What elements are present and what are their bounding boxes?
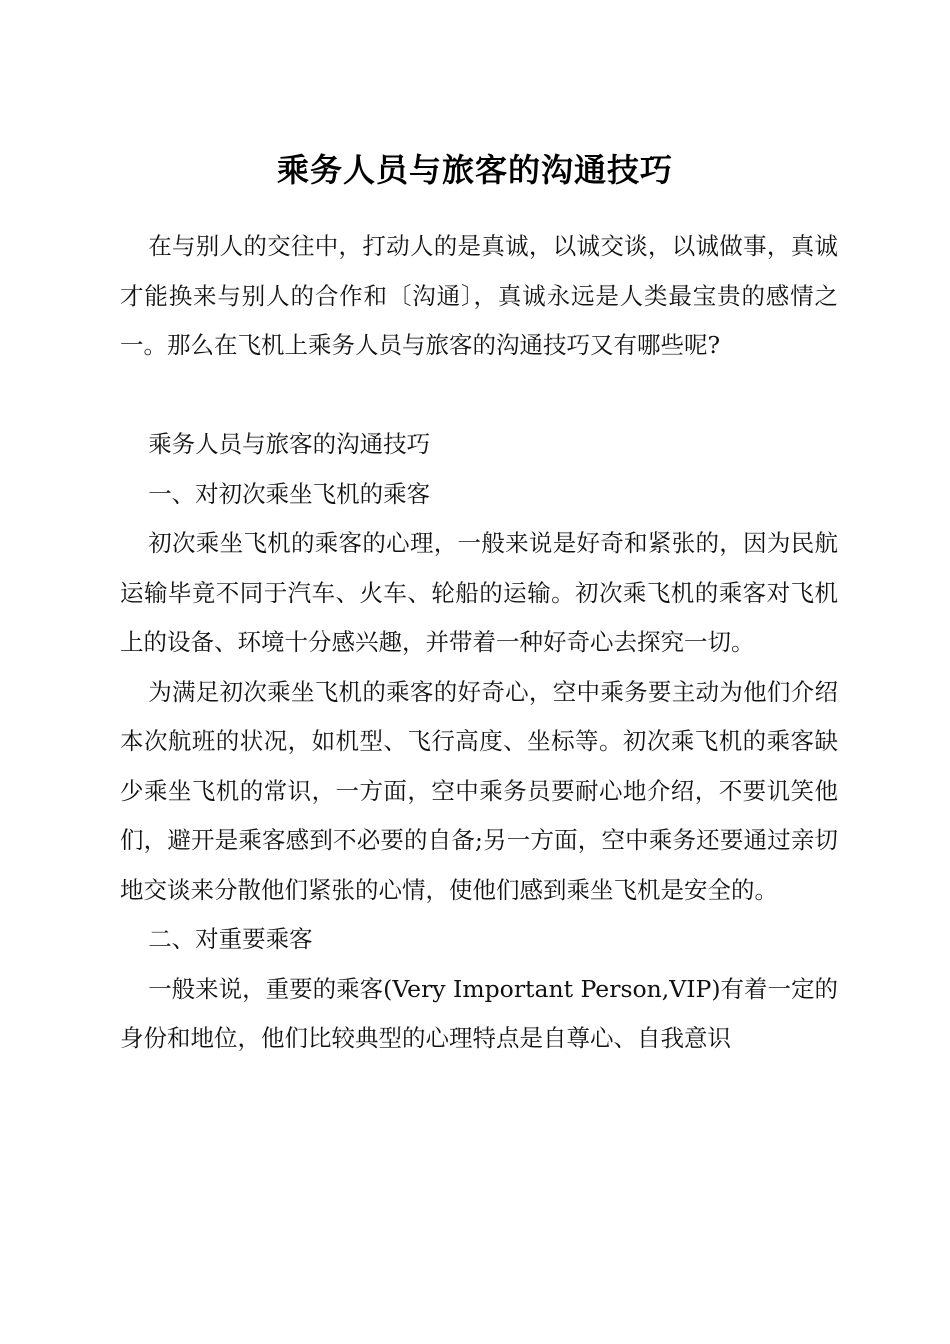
section1-paragraph-2: 为满足初次乘坐飞机的乘客的好奇心，空中乘务要主动为他们介绍本次航班的状况，如机型、飞行高度、坐标等。初次乘飞机的乘客缺少乘坐飞机的常识，一方面，空中乘务员要耐心地介绍，不要讥笑他们，避开是乘客感到不必要的自备;另一方面，空中乘务还要通过亲切地交谈来分散他们紧张的心情，使他们感到乘坐飞机是安全的。 xyxy=(120,677,838,904)
paragraph-gap xyxy=(120,371,838,421)
section1-paragraph-1: 初次乘坐飞机的乘客的心理，一般来说是好奇和紧张的，因为民航运输毕竟不同于汽车、火车、轮船的运输。初次乘飞机的乘客对飞机上的设备、环境十分感兴趣，并带着一种好奇心去探究一切。 xyxy=(120,529,838,656)
document-body xyxy=(120,222,838,1064)
intro-paragraph: 在与别人的交往中，打动人的是真诚，以诚交谈，以诚做事，真诚才能换来与别人的合作和〔沟通〕，真诚永远是人类最宝贵的感情之一。那么在飞机上乘务人员与旅客的沟通技巧又有哪些呢? xyxy=(120,232,838,359)
section1-heading: 一、对初次乘坐飞机的乘客 xyxy=(148,479,431,508)
section2-paragraph-1: 一般来说，重要的乘客(Very Important Person,VIP)有着一定的身份和地位，他们比较典型的心理特点是自尊心、自我意识 xyxy=(120,974,838,1052)
section2-heading: 二、对重要乘客 xyxy=(148,925,313,953)
document-title: 乘务人员与旅客的沟通技巧 xyxy=(276,151,673,189)
section-subtitle: 乘务人员与旅客的沟通技巧 xyxy=(148,430,431,458)
